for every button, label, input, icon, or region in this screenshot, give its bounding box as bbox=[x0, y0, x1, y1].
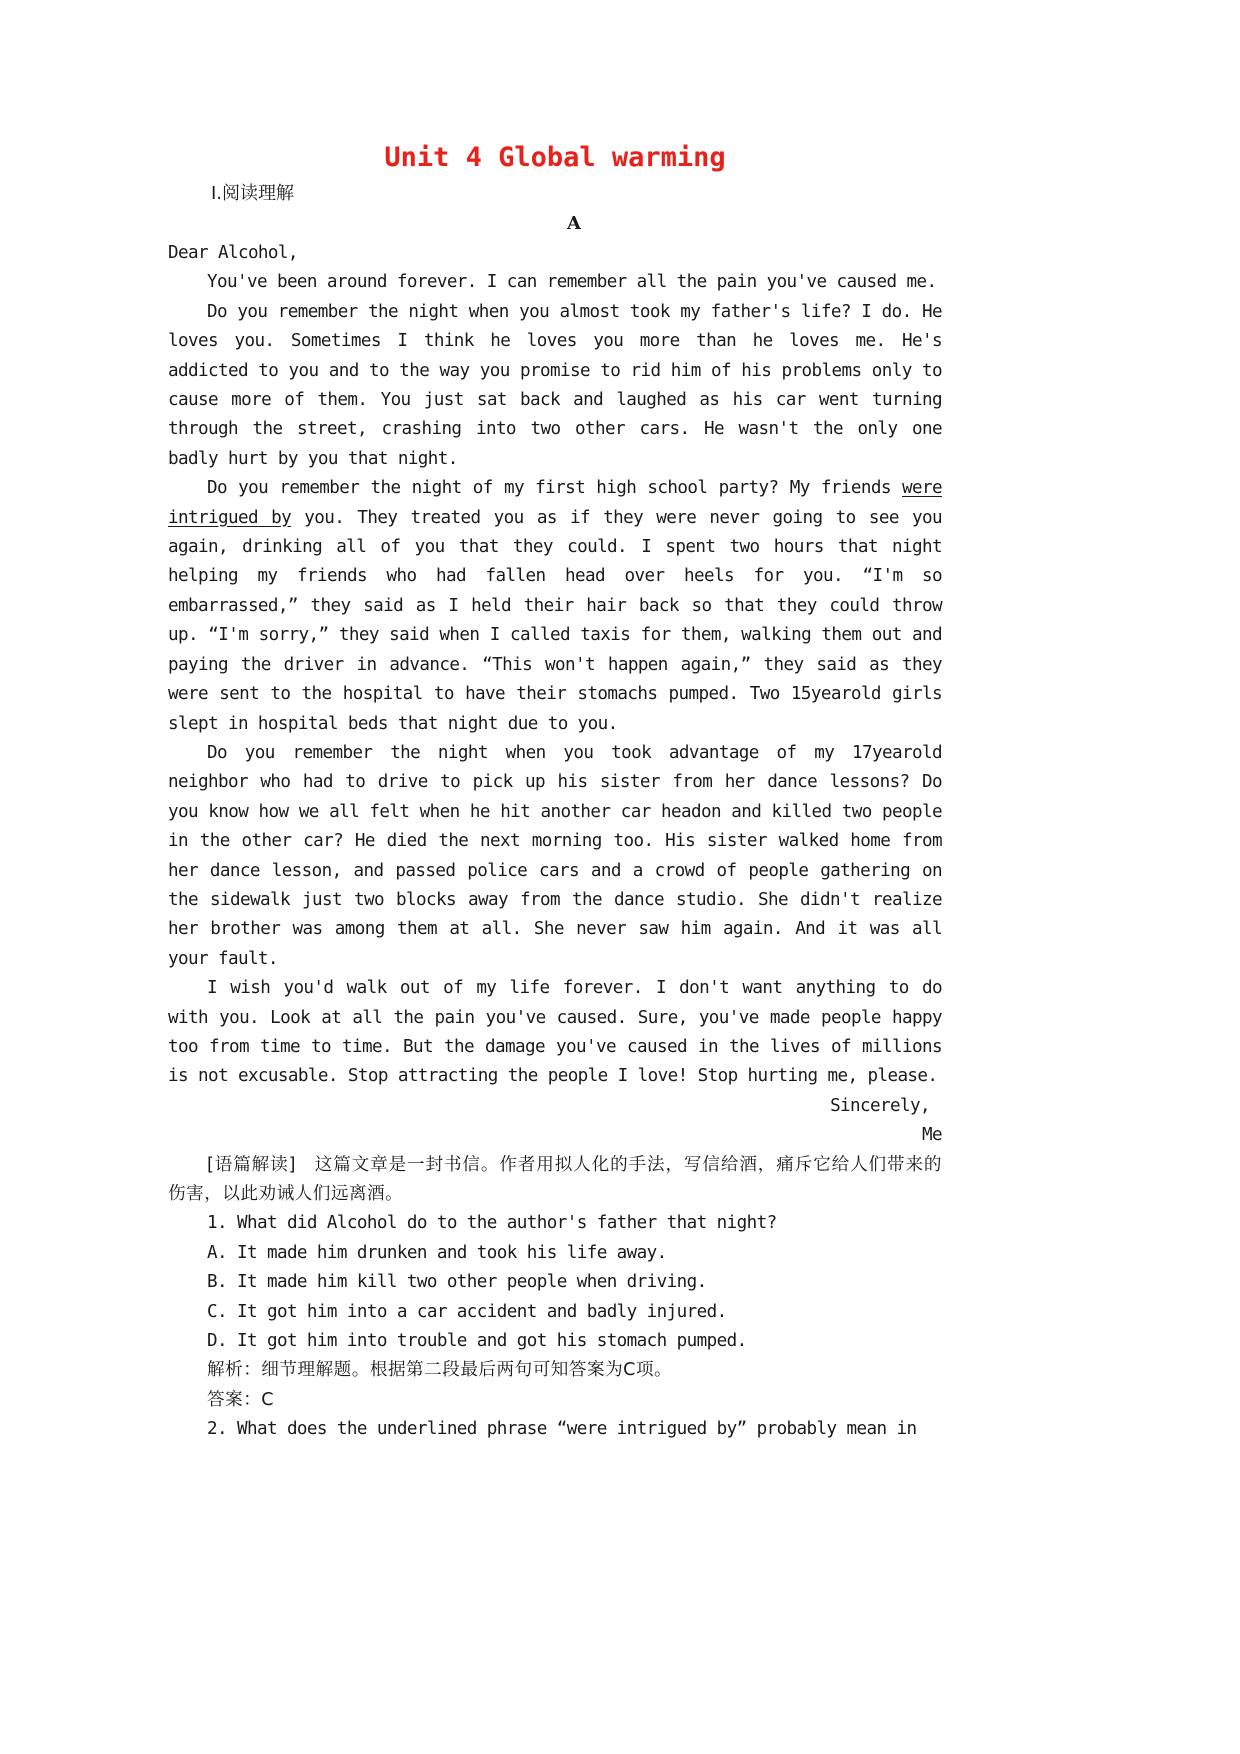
letter-closing: Sincerely, bbox=[830, 1095, 930, 1116]
option-d: D. It got him into trouble and got his stomach pumped. bbox=[207, 1331, 747, 1352]
discourse-analysis: [语篇解读] 这篇文章是一封书信。作者用拟人化的手法，写信给酒，痛斥它给人们带来的伤害，以此劝诫人们远离酒。 bbox=[168, 1154, 942, 1204]
letter-greeting: Dear Alcohol, bbox=[168, 243, 298, 263]
option-c: C. It got him into a car accident and badly injured. bbox=[207, 1301, 727, 1322]
question-stem: 2. What does the underlined phrase “were intrigued by” probably mean in bbox=[207, 1419, 917, 1440]
letter-paragraph-5: I wish you'd walk out of my life forever. I don't want anything to do with you. Look at all the pain you've caused. Sure, you've made people happy too from time to time. But the damage you've caused in the lives of millions is not excusable. Stop attracting the people I love! Stop hurting me, please. bbox=[168, 978, 942, 1087]
paragraph-3-lead: Do you remember the night of my first high school party? My friends bbox=[207, 478, 903, 499]
section-heading: Ⅰ.阅读理解 bbox=[211, 183, 295, 204]
question-2 bbox=[168, 1415, 942, 1444]
letter-signature: Me bbox=[922, 1125, 942, 1146]
passage-label: A bbox=[567, 213, 581, 234]
passage-body bbox=[168, 239, 942, 1445]
option-b: B. It made him kill two other people when driving. bbox=[207, 1272, 707, 1293]
letter-paragraph-4: Do you remember the night when you took advantage of my 17yearold neighbor who had to drive to pick up his sister from her dance lessons? Do you know how we all felt when he hit another car headon and killed two people in the other car? He died the next morning too. His sister walked home from her dance lesson, and passed police cars and a crowd of people gathering on the sidewalk just two blocks away from the dance studio. She didn't realize her brother was among them at all. She never saw him again. And it was all your fault. bbox=[168, 742, 942, 969]
question-1 bbox=[168, 1209, 942, 1415]
letter-paragraph-3 bbox=[168, 474, 942, 739]
letter-paragraph-1: You've been around forever. I can remember all the pain you've caused me. bbox=[207, 272, 937, 293]
paragraph-3-rest: you. They treated you as if they were never going to see you again, drinking all of you that they could. I spent two hours that night helping my friends who had fallen head over heels for you. “I'm so embarrassed,” they said as I held their hair back so that they could throw up. “I'm sorry,” they said when I called taxis for them, walking them out and paying the driver in advance. “This won't happen again,” they said as they were sent to the hospital to have their stomachs pumped. Two 15yearold girls slept in hospital beds that night due to you. bbox=[168, 507, 942, 734]
question-explanation: 解析：细节理解题。根据第二段最后两句可知答案为C项。 bbox=[207, 1360, 673, 1381]
underlined-phrase: were intrigued by bbox=[168, 478, 942, 528]
letter-paragraph-2: Do you remember the night when you almost took my father's life? I do. He loves you. Sometimes I think he loves you more than he loves me. He's addicted to you and to the way you promise to rid him of his problems only to cause more of them. You just sat back and laughed as his car went turning through the street, crashing into two other cars. He wasn't the only one badly hurt by you that night. bbox=[168, 301, 942, 469]
option-a: A. It made him drunken and took his life away. bbox=[207, 1242, 667, 1263]
question-answer: 答案：C bbox=[207, 1389, 275, 1410]
question-stem: 1. What did Alcohol do to the author's father that night? bbox=[207, 1213, 777, 1234]
page-title: Unit 4 Global warming bbox=[384, 142, 726, 173]
